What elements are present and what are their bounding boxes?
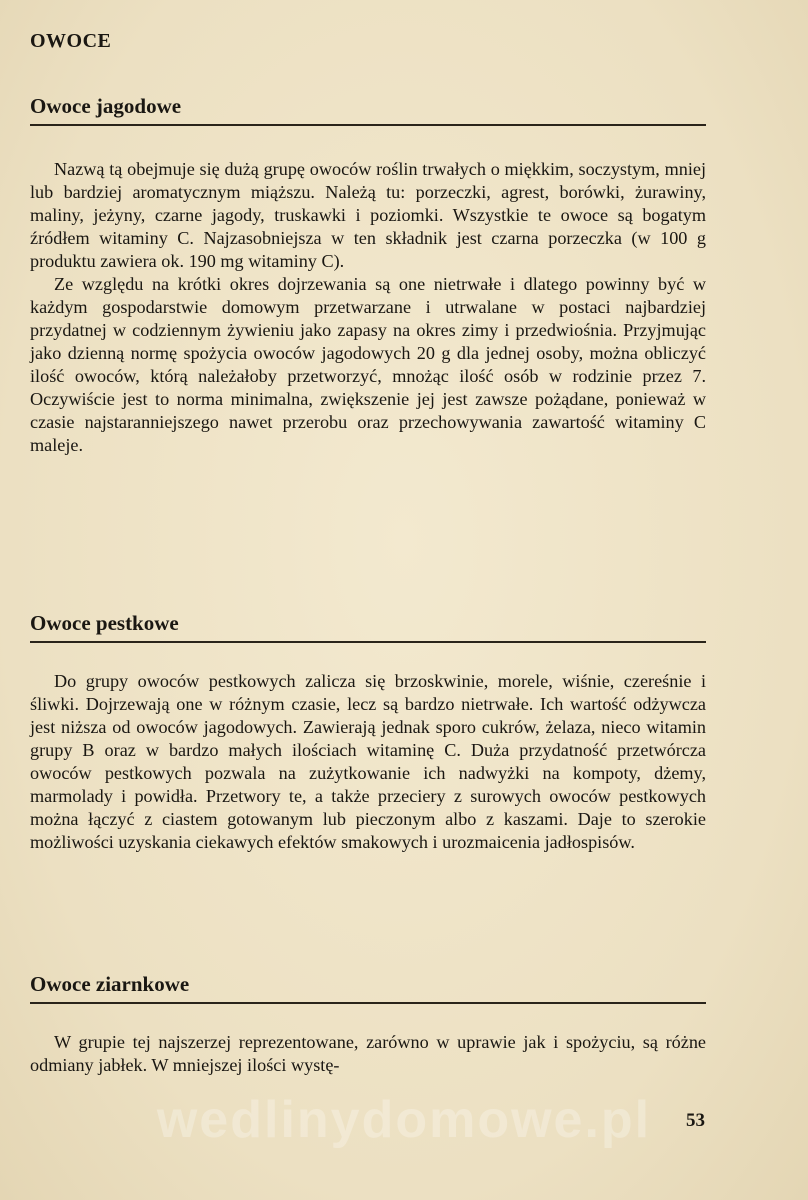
- section-title: Owoce pestkowe: [30, 612, 706, 643]
- running-head: OWOCE: [30, 30, 112, 52]
- section-title: Owoce jagodowe: [30, 95, 706, 126]
- section-body: [30, 670, 706, 854]
- section-title: Owoce ziarnkowe: [30, 973, 706, 1004]
- section-owoce-jagodowe: [30, 95, 706, 457]
- page-number: 53: [686, 1110, 705, 1131]
- paragraph: Do grupy owoców pestkowych zalicza się brzoskwinie, morele, wiśnie, czereśnie i śliwki. Dojrzewają one w różnym czasie, lecz są bardzo nietrwałe. Ich wartość odżywcza jest niższa od owoców jagodowych. Zawierają jednak sporo cukrów, żelaza, nieco witamin grupy B oraz w bardzo małych ilościach witaminę C. Duża przydatność przetwórcza owoców pestkowych pozwala na zużytkowanie ich nadwyżki na kompoty, dżemy, marmolady i powidła. Przetwory te, a także przeciery z surowych owoców pestkowych można łączyć z ciastem gotowanym lub pieczonym albo z kaszami. Daje to szerokie możliwości uzyskania ciekawych efektów smakowych i urozmaicenia jadłospisów.: [30, 671, 706, 853]
- paragraph: Nazwą tą obejmuje się dużą grupę owoców roślin trwałych o miękkim, soczystym, mniej lub bardziej aromatycznym miąższu. Należą tu: porzeczki, agrest, borówki, żurawiny, maliny, jeżyny, czarne jagody, truskawki i poziomki. Wszystkie te owoce są bogatym źródłem witaminy C. Najzasobniejsza w ten składnik jest czarna porzeczka (w 100 g produktu zawiera ok. 190 mg witaminy C).: [30, 159, 706, 272]
- paragraph: W grupie tej najszerzej reprezentowane, zarówno w uprawie jak i spożyciu, są różne odmiany jabłek. W mniejszej ilości wystę-: [30, 1032, 706, 1076]
- section-owoce-ziarnkowe: [30, 973, 706, 1077]
- watermark: wedlinydomowe.pl: [156, 1091, 652, 1149]
- section-owoce-pestkowe: [30, 612, 706, 854]
- section-body: [30, 1031, 706, 1077]
- section-body: [30, 158, 706, 457]
- paragraph: Ze względu na krótki okres dojrzewania są one nietrwałe i dlatego powinny być w każdym gospodarstwie domowym przetwarzane i utrwalane w postaci najbardziej przydatnej w codziennym żywieniu jako zapasy na okres zimy i przedwiośnia. Przyjmując jako dzienną normę spożycia owoców jagodowych 20 g dla jednej osoby, można obliczyć ilość owoców, którą należałoby przetworzyć, mnożąc ilość osób w rodzinie przez 7. Oczywiście jest to norma minimalna, zwiększenie jej jest zawsze pożądane, ponieważ w czasie najstaranniejszego nawet przerobu oraz przechowywania zawartość witaminy C maleje.: [30, 274, 706, 456]
